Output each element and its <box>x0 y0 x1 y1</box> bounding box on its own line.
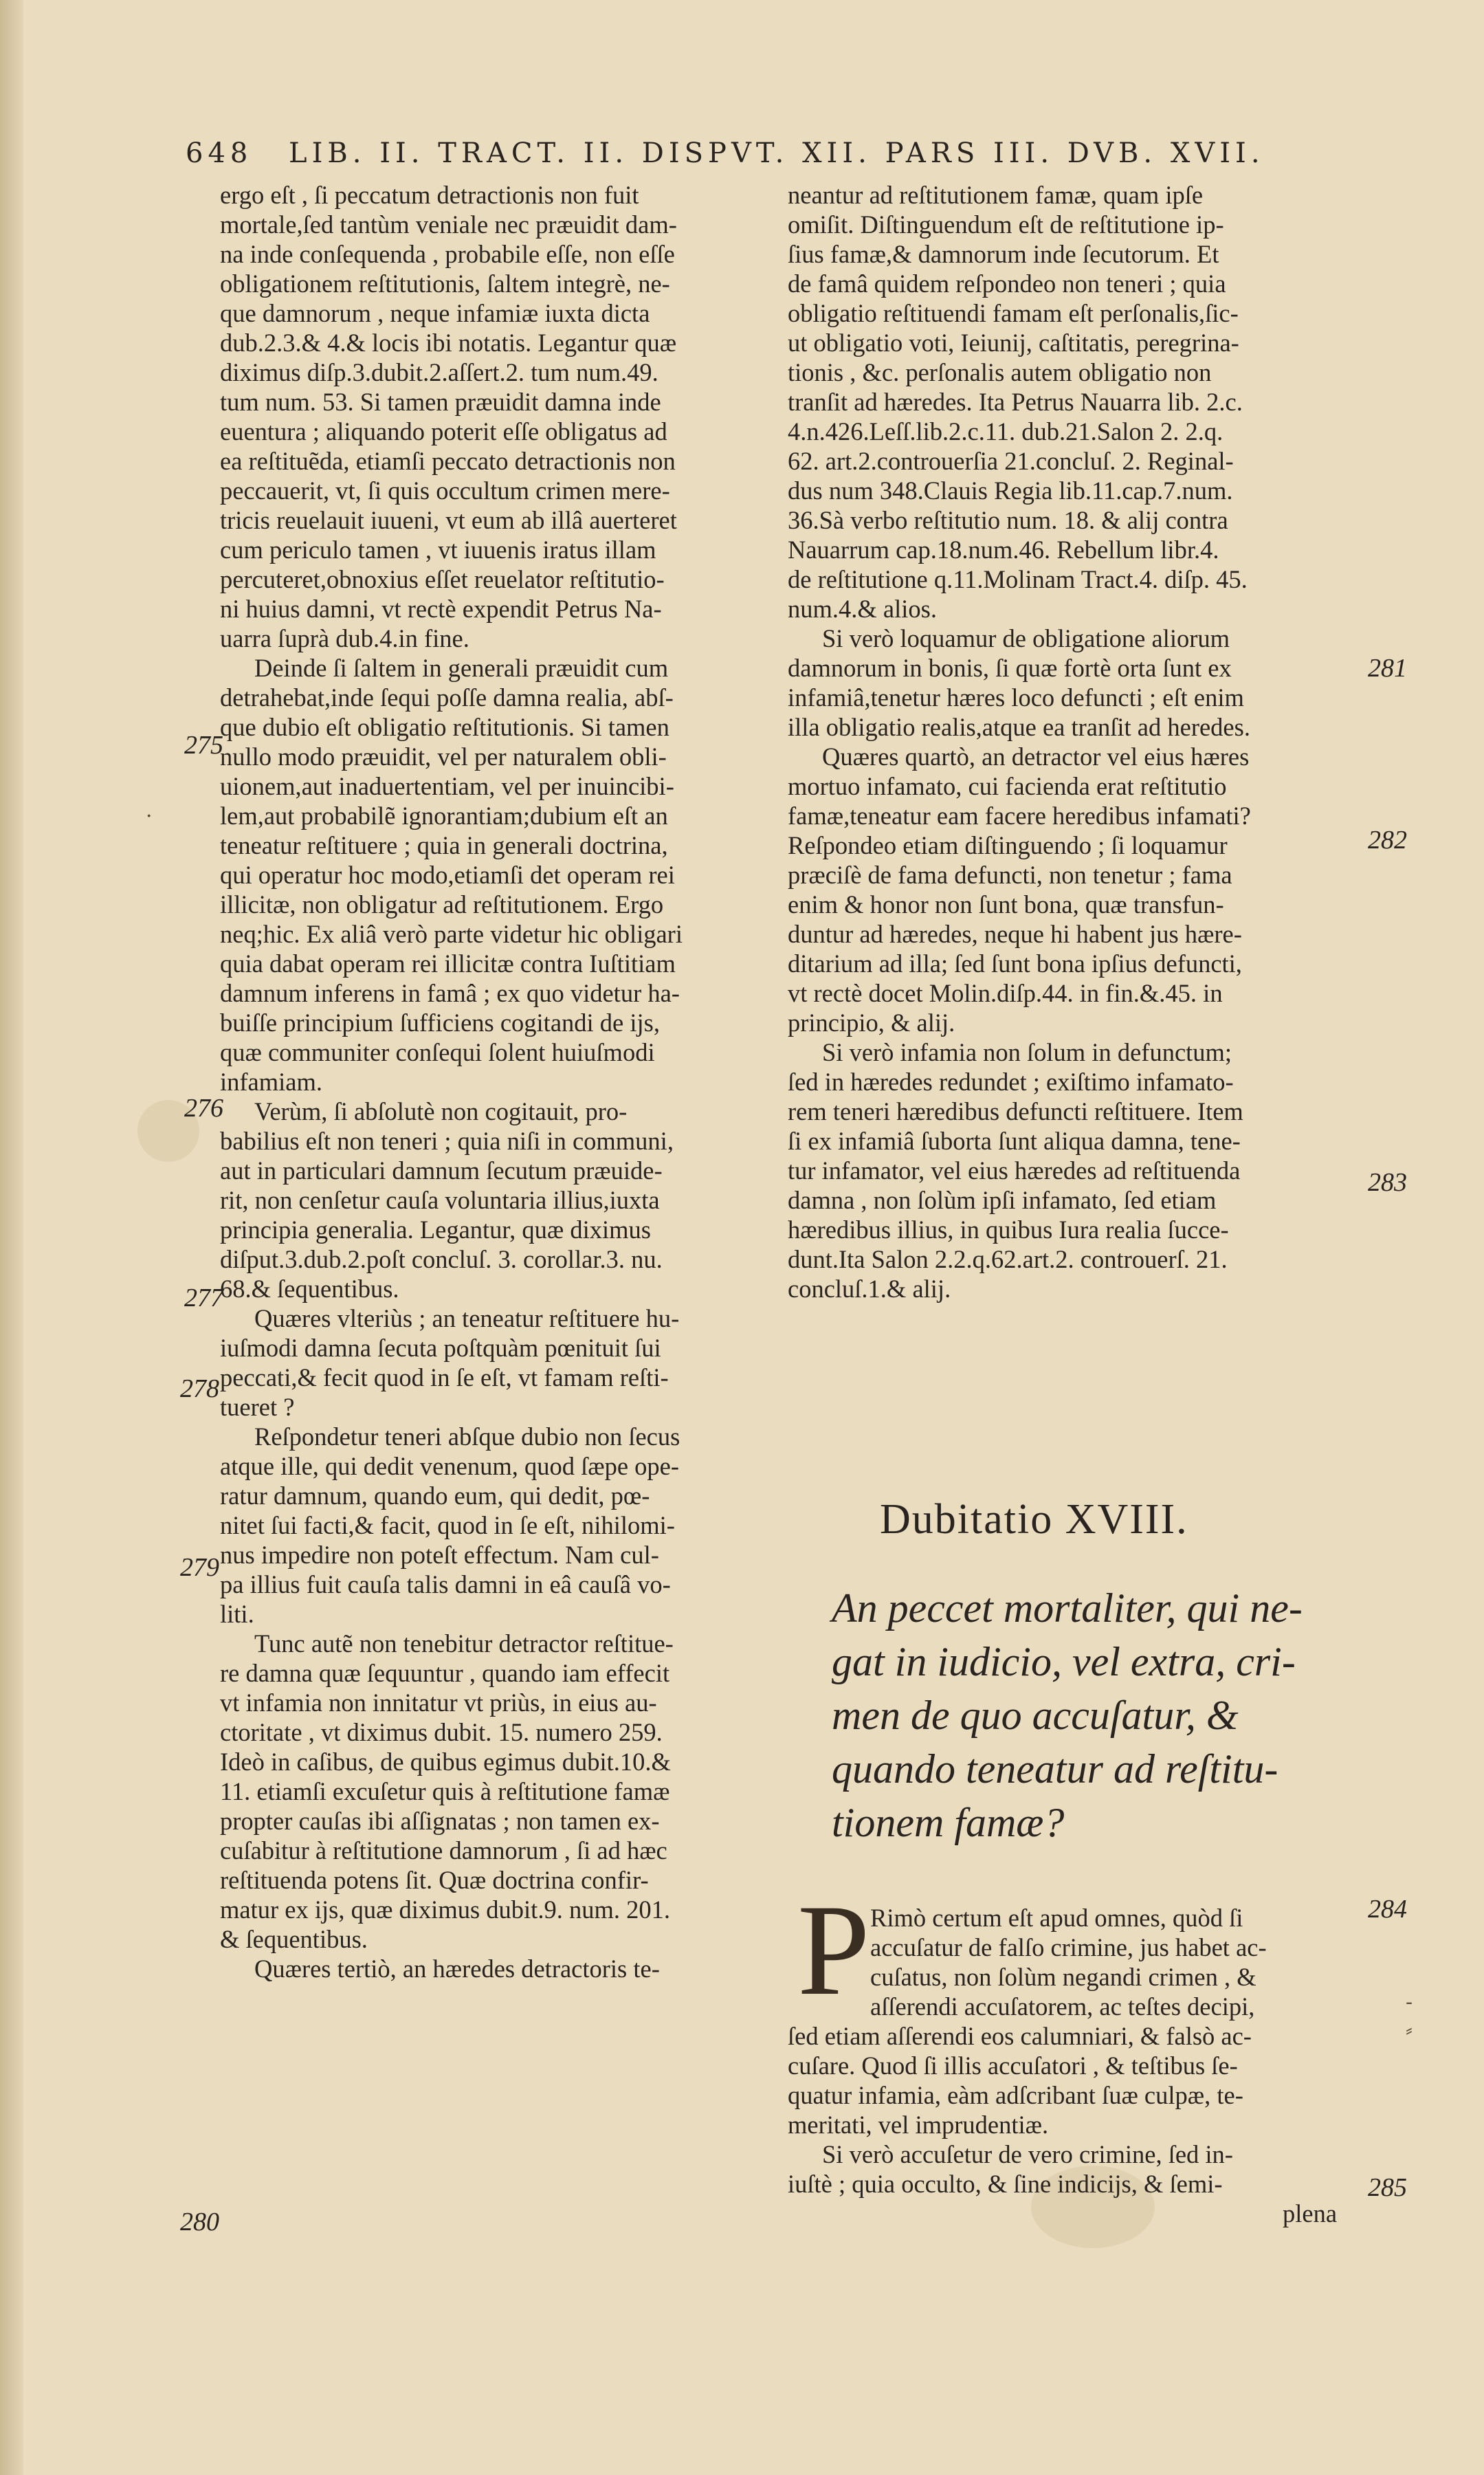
drop-cap: P <box>797 1878 870 2023</box>
text-line: plena <box>1283 2199 1338 2228</box>
text-line: re damna quæ ſequuntur , quando iam effecit <box>220 1659 670 1687</box>
margin-number: 276 <box>184 1094 223 1123</box>
text-line: infamiâ,tenetur hæres loco defuncti ; eſt enim <box>788 683 1244 712</box>
text-line: omiſit. Diſtinguendum eſt de reſtitutione ip- <box>788 210 1224 239</box>
text-line: dus num 348.Clauis Regia lib.11.cap.7.num. <box>788 476 1233 505</box>
margin-number: 280 <box>180 2208 219 2236</box>
text-line: ratur damnum, quando eum, qui dedit, pœ- <box>220 1482 650 1510</box>
text-line: concluſ.1.& alij. <box>788 1275 951 1303</box>
text-line: uionem,aut inaduertentiam, vel per inuincibi- <box>220 772 674 800</box>
text-line: liti. <box>220 1600 254 1628</box>
text-line: principia generalia. Legantur, quæ diximus <box>220 1216 651 1244</box>
text-line: Si verò accuſetur de vero crimine, ſed in- <box>822 2140 1233 2168</box>
text-line: damnorum in bonis, ſi quæ fortè orta ſunt ex <box>788 654 1232 682</box>
ink-mark: ⸗ <box>1406 2018 1413 2042</box>
title-line: men de quo accuſatur, & <box>832 1693 1239 1738</box>
running-title: LIB. II. TRACT. II. DISPVT. XII. PARS III. DVB. XVII. <box>289 138 1265 169</box>
text-line: pa illius fuit cauſa talis damni in eâ cauſâ vo- <box>220 1570 671 1598</box>
text-line: Rimò certum eſt apud omnes, quòd ſi <box>870 1904 1243 1932</box>
text-line: ctoritate , vt diximus dubit. 15. numero 259. <box>220 1718 663 1746</box>
text-line: rem teneri hæredibus defuncti reſtituere. Item <box>788 1097 1243 1125</box>
text-line: 11. etiamſi excuſetur quis à reſtitutione famæ <box>220 1777 670 1805</box>
text-line: ni huius damni, vt rectè expendit Petrus Na- <box>220 595 662 623</box>
text-line: ſi ex infamiâ ſuborta ſunt aliqua damna, tene- <box>788 1127 1241 1155</box>
text-line: Quæres vlteriùs ; an teneatur reſtituere hu- <box>254 1304 680 1332</box>
margin-number: 278 <box>180 1374 219 1403</box>
title-line: tionem famæ? <box>832 1800 1065 1845</box>
text-line: Quæres quartò, an detractor vel eius hæres <box>822 742 1250 771</box>
text-line: diximus diſp.3.dubit.2.aſſert.2. tum num.49. <box>220 358 658 386</box>
text-line: ea reſtituẽda, etiamſi peccato detractionis non <box>220 447 676 475</box>
text-line: iuſmodi damna ſecuta poſtquàm pœnituit ſui <box>220 1334 661 1362</box>
text-line: duntur ad hæredes, neque hi habent jus hære- <box>788 920 1242 948</box>
page-binding-edge <box>0 0 23 2475</box>
text-line: teneatur reſtituere ; quia in generali doctrina, <box>220 831 668 859</box>
text-line: Tunc autẽ non tenebitur detractor reſtitue- <box>254 1629 674 1658</box>
text-line: de famâ quidem reſpondeo non teneri ; quia <box>788 270 1226 298</box>
text-line: rit, non cenſetur cauſa voluntaria illius,iuxta <box>220 1186 660 1214</box>
text-line: qui operatur hoc modo,etiamſi det operam rei <box>220 861 675 889</box>
text-line: 36.Sà verbo reſtitutio num. 18. & alij contra <box>788 506 1228 534</box>
text-line: obligationem reſtitutionis, ſaltem integrè, ne- <box>220 270 670 298</box>
text-line: neantur ad reſtitutionem famæ, quam ipſe <box>788 181 1204 209</box>
ink-mark: ‐ <box>1406 1990 1413 2014</box>
text-line: mortale,ſed tantùm veniale nec præuidit dam- <box>220 210 677 239</box>
text-line: euentura ; aliquando poterit eſſe obligatus ad <box>220 417 667 446</box>
margin-number: 279 <box>180 1553 219 1582</box>
margin-number: 275 <box>184 731 223 760</box>
text-line: que dubio eſt obligatio reſtitutionis. Si tamen <box>220 713 669 741</box>
text-line: quæ communiter conſequi ſolent huiuſmodi <box>220 1038 655 1066</box>
text-line: dunt.Ita Salon 2.2.q.62.art.2. controuerſ. 21. <box>788 1245 1228 1273</box>
text-line: famæ,teneatur eam facere heredibus infamati? <box>788 802 1251 830</box>
text-line: tranſit ad hæredes. Ita Petrus Nauarra lib. 2.c. <box>788 388 1243 416</box>
text-line: tionis , &c. perſonalis autem obligatio non <box>788 358 1212 386</box>
margin-number: 283 <box>1368 1168 1407 1197</box>
text-line: aſſerendi accuſatorem, ac teſtes decipi, <box>870 1992 1255 2021</box>
text-line: infamiam. <box>220 1068 322 1096</box>
text-line: vt rectè docet Molin.diſp.44. in fin.&.45. in <box>788 979 1223 1007</box>
text-line: tum num. 53. Si tamen præuidit damna inde <box>220 388 661 416</box>
text-line: tur infamator, vel eius hæredes ad reſtituenda <box>788 1156 1241 1185</box>
text-line: matur ex ijs, quæ diximus dubit.9. num. 201. <box>220 1895 670 1924</box>
text-line: præciſè de fama defuncti, non tenetur ; fama <box>788 861 1232 889</box>
text-line: de reſtitutione q.11.Molinam Tract.4. diſp. 45. <box>788 565 1248 593</box>
text-line: cuſatus, non ſolùm negandi crimen , & <box>870 1963 1256 1991</box>
text-line: Ideò in caſibus, de quibus egimus dubit.10.& <box>220 1748 671 1776</box>
text-line: principio, & alij. <box>788 1009 955 1037</box>
text-line: buiſſe principium ſufficiens cogitandi de ijs, <box>220 1009 660 1037</box>
text-line: quia dabat operam rei illicitæ contra Iuſtitiam <box>220 949 676 978</box>
right-text-column-lower <box>788 1903 1360 2228</box>
text-line: damnum inferens in famâ ; ex quo videtur ha- <box>220 979 680 1007</box>
text-line: nitet ſui facti,& facit, quod in ſe eſt, nihilomi- <box>220 1511 675 1539</box>
title-line: gat in iudicio, vel extra, cri- <box>832 1639 1296 1684</box>
text-line: dub.2.3.& 4.& locis ibi notatis. Legantur quæ <box>220 329 677 357</box>
section-title <box>832 1581 1354 1849</box>
text-line: & ſequentibus. <box>220 1925 368 1953</box>
text-line: 62. art.2.controuerſia 21.concluſ. 2. Reginal- <box>788 447 1234 475</box>
text-line: reſtituenda potens ſit. Quæ doctrina confir- <box>220 1866 649 1894</box>
text-line: ergo eſt , ſi peccatum detractionis non fuit <box>220 181 639 209</box>
text-line: cum periculo tamen , vt iuuenis iratus illam <box>220 536 656 564</box>
text-line: ſed in hæredes redundet ; exiſtimo infamato- <box>788 1068 1234 1096</box>
text-line: Deinde ſi ſaltem in generali præuidit cum <box>254 654 669 682</box>
text-line: num.4.& alios. <box>788 595 937 623</box>
text-line: cuſabitur à reſtitutione damnorum , ſi ad hæc <box>220 1836 667 1864</box>
margin-number: 282 <box>1368 826 1407 855</box>
text-line: peccati,& fecit quod in ſe eſt, vt famam reſti- <box>220 1363 669 1392</box>
text-line: ſius famæ,& damnorum inde ſecutorum. Et <box>788 240 1219 268</box>
page-number: 648 <box>186 138 253 169</box>
margin-number: 284 <box>1368 1895 1407 1924</box>
ink-mark: · <box>146 804 153 828</box>
text-line: atque ille, qui dedit venenum, quod ſæpe ope- <box>220 1452 679 1480</box>
text-line: Si verò loquamur de obligatione aliorum <box>822 624 1230 652</box>
running-header <box>186 138 1340 179</box>
text-line: Quæres tertiò, an hæredes detractoris te- <box>254 1955 660 1983</box>
text-line: uarra ſuprà dub.4.in fine. <box>220 624 469 652</box>
text-line: lem,aut probabilẽ ignorantiam;dubium eſt an <box>220 802 668 830</box>
text-line: nus impedire non poteſt effectum. Nam cul- <box>220 1541 659 1569</box>
text-line: propter cauſas ibi aſſignatas ; non tamen ex- <box>220 1807 660 1835</box>
text-line: neq;hic. Ex aliâ verò parte videtur hic obligari <box>220 920 683 948</box>
section-heading: Dubitatio XVIII. <box>880 1496 1188 1543</box>
text-line: meritati, vel imprudentiæ. <box>788 2111 1049 2139</box>
text-line: Verùm, ſi abſolutè non cogitauit, pro- <box>254 1097 628 1125</box>
text-line: illicitæ, non obligatur ad reſtitutionem. Ergo <box>220 890 664 918</box>
text-line: cuſare. Quod ſi illis accuſatori , & teſtibus ſe- <box>788 2052 1238 2080</box>
text-line: accuſatur de falſo crimine, jus habet ac- <box>870 1933 1267 1961</box>
title-line: quando teneatur ad reſtitu- <box>832 1746 1278 1792</box>
text-line: vt infamia non innitatur vt priùs, in eius au- <box>220 1688 657 1717</box>
text-line: quatur infamia, eàm adſcribant ſuæ culpæ, te- <box>788 2081 1243 2109</box>
text-line: illa obligatio realis,atque ea tranſit ad heredes. <box>788 713 1250 741</box>
text-line: aut in particulari damnum ſecutum præuide- <box>220 1156 663 1185</box>
text-line: obligatio reſtituendi famam eſt perſonalis,ſic- <box>788 299 1239 327</box>
text-line: percuteret,obnoxius eſſet reuelator reſtitutio- <box>220 565 665 593</box>
text-line: hæredibus illius, in quibus Iura realia ſucce- <box>788 1216 1229 1244</box>
text-line: na inde conſequenda , probabile eſſe, non eſſe <box>220 240 675 268</box>
text-line: Reſpondeo etiam diſtinguendo ; ſi loquamur <box>788 831 1228 859</box>
text-line: Nauarrum cap.18.num.46. Rebellum libr.4. <box>788 536 1219 564</box>
margin-number: 277 <box>184 1284 223 1312</box>
text-line: babilius eſt non teneri ; quia niſi in communi, <box>220 1127 674 1155</box>
text-line: Si verò infamia non ſolum in defunctum; <box>822 1038 1232 1066</box>
margin-number: 285 <box>1368 2173 1407 2202</box>
text-line: tueret ? <box>220 1393 295 1421</box>
text-line: que damnorum , neque infamiæ iuxta dicta <box>220 299 650 327</box>
right-text-column <box>788 180 1360 1304</box>
text-line: 68.& ſequentibus. <box>220 1275 399 1303</box>
title-line: An peccet mortaliter, qui ne- <box>832 1585 1303 1631</box>
left-text-column <box>220 180 774 1983</box>
text-line: mortuo infamato, cui facienda erat reſtitutio <box>788 772 1227 800</box>
text-line: detrahebat,inde ſequi poſſe damna realia, abſ- <box>220 683 674 712</box>
text-line: ut obligatio voti, Ieiunij, caſtitatis, peregrina- <box>788 329 1239 357</box>
text-line: diſput.3.dub.2.poſt concluſ. 3. corollar.3. nu. <box>220 1245 663 1273</box>
text-line: 4.n.426.Leſſ.lib.2.c.11. dub.21.Salon 2. 2.q. <box>788 417 1223 446</box>
text-line: ditarium ad illa; ſed ſunt bona ipſius defuncti, <box>788 949 1242 978</box>
text-line: tricis reuelauit iuueni, vt eum ab illâ auerteret <box>220 506 677 534</box>
text-line: peccauerit, vt, ſi quis occultum crimen mere- <box>220 476 670 505</box>
text-line: damna , non ſolùm ipſi infamato, ſed etiam <box>788 1186 1217 1214</box>
text-line: Reſpondetur teneri abſque dubio non ſecus <box>254 1422 680 1451</box>
text-line: enim & honor non ſunt bona, quæ transfun- <box>788 890 1224 918</box>
margin-number: 281 <box>1368 654 1407 683</box>
text-line: ſed etiam aſſerendi eos calumniari, & falsò ac- <box>788 2022 1252 2050</box>
text-line: nullo modo præuidit, vel per naturalem obli- <box>220 742 667 771</box>
text-line: iuſtè ; quia occulto, & ſine indicijs, & ſemi- <box>788 2170 1223 2198</box>
